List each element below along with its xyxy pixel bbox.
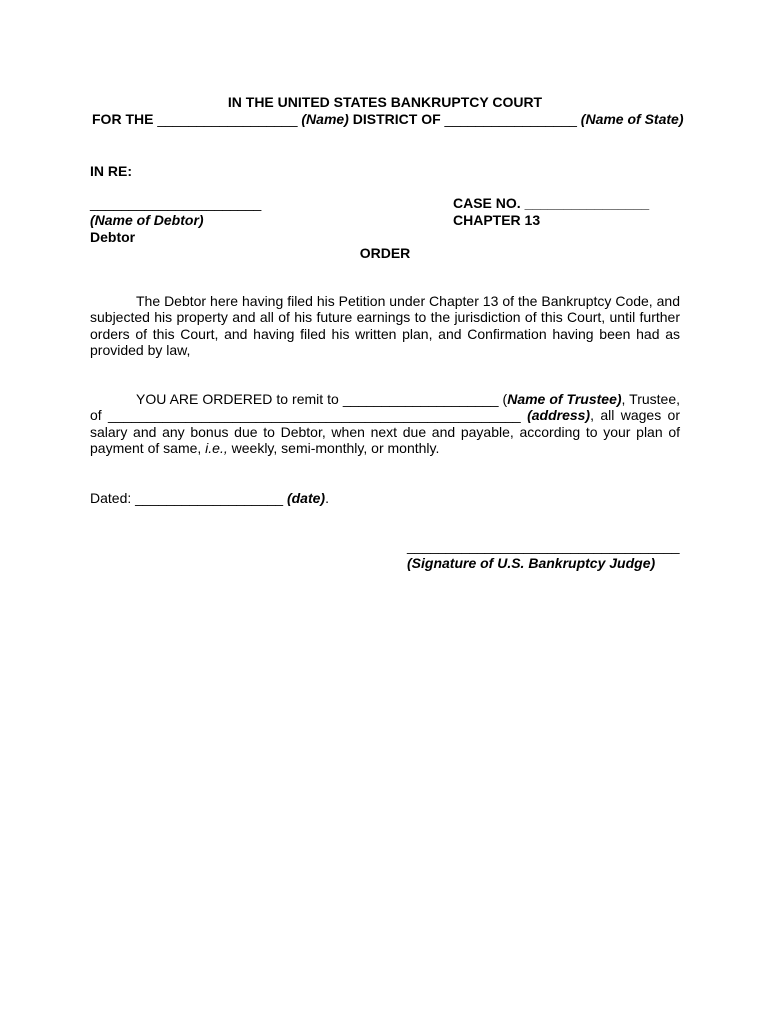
- address-label: (address): [527, 407, 591, 424]
- for-the-text: FOR THE: [92, 111, 154, 127]
- trustee-label: Name of Trustee): [507, 391, 622, 407]
- district-of-text: DISTRICT OF: [352, 111, 441, 127]
- order-title: ORDER: [359, 245, 411, 261]
- court-title: IN THE UNITED STATES BANKRUPTCY COURT: [227, 94, 543, 110]
- order-text-4: weekly, semi-monthly, or monthly.: [227, 440, 440, 457]
- in-re-label: IN RE:: [90, 163, 132, 179]
- order-text-1: YOU ARE ORDERED to remit to ____________________ (: [136, 391, 508, 407]
- district-line: [92, 111, 683, 127]
- name-blank: __________________: [157, 111, 298, 127]
- chapter-label: CHAPTER 13: [453, 212, 541, 228]
- state-label: (Name of State): [580, 111, 684, 127]
- dated-period: .: [325, 490, 329, 506]
- dated-label: Dated: ___________________: [90, 490, 287, 506]
- debtor-label: Debtor: [90, 229, 136, 245]
- order-text-3: , all wages or salary and any bonus due to Debtor, when next due and payable, according to your plan of payment of same,: [90, 407, 681, 457]
- debtor-name-blank: ______________________: [90, 195, 262, 211]
- ie-text: i.e.,: [205, 440, 228, 457]
- state-blank: _________________: [444, 111, 577, 127]
- order-paragraph: [90, 391, 680, 457]
- signature-line: ___________________________________: [407, 538, 680, 554]
- signature-label: (Signature of U.S. Bankruptcy Judge): [407, 555, 656, 571]
- recital-paragraph: [90, 293, 680, 359]
- recital-text: The Debtor here having filed his Petition under Chapter 13 of the Bankruptcy Code, and subjected his property and all of his future earnings to the jurisdiction of this Court, until further orders of this Court, and having filed his written plan, and Confirmation having been had as provided by law,: [90, 293, 680, 359]
- dated-line: [90, 490, 329, 506]
- order-text-2: , Trustee, of _____________________________________________________: [90, 391, 680, 424]
- case-number: CASE NO. ________________: [453, 195, 650, 211]
- name-label: (Name): [301, 111, 349, 127]
- date-label: (date): [286, 490, 326, 506]
- debtor-name-label: (Name of Debtor): [90, 212, 204, 228]
